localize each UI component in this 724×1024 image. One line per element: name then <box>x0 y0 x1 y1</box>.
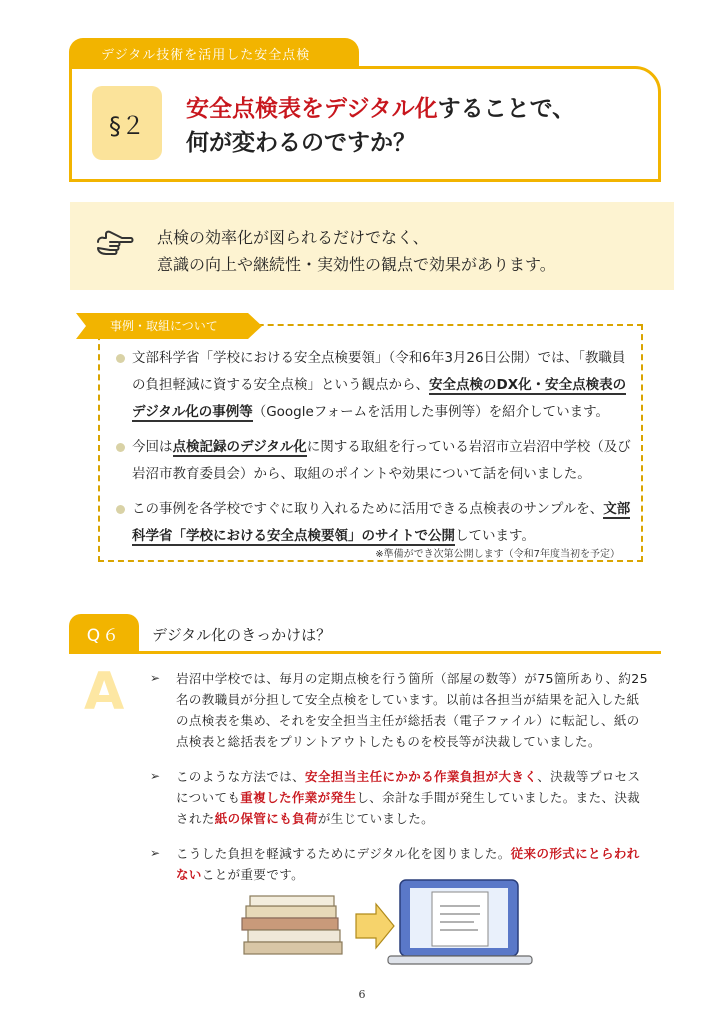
answer-text: ことが重要です。 <box>201 867 305 882</box>
answer-text: 岩沼中学校では、毎月の定期点検を行う箇所（部屋の数等）が75箇所あり、約25名の教職員が分担して安全点検をしています。以前は各担当が結果を記入した紙の点検表を集め、それを安全担当主任が総括表（電子ファイル）に転記し、紙の点検表と総括表をプリントアウトしたものを校長等が決裁していました。 <box>176 671 649 749</box>
case-list <box>116 345 636 558</box>
section-category-tab <box>69 38 359 68</box>
case-tag-label: 事例・取組について <box>110 319 218 333</box>
answer-item <box>150 668 650 752</box>
answer-text: 、決裁等プロセスについても <box>176 769 641 805</box>
answer-text: が生じていました。 <box>317 811 435 826</box>
case-item-text: に関する取組を行っている岩沼市立岩沼中学校（及び岩沼市教育委員会）から、取組のポイントや効果について話を伺いました。 <box>132 439 631 482</box>
laptop-icon <box>388 880 532 964</box>
page-title <box>186 92 646 160</box>
case-item <box>116 496 636 550</box>
answer-highlight: 安全担当主任にかかる作業負担が大きく <box>305 769 538 784</box>
case-item-link-text[interactable]: 文部科学省「学校における安全点検要領」のサイトで公開 <box>132 501 631 544</box>
page-number: 6 <box>358 988 366 1001</box>
page-title-highlight: 安全点検表をデジタル化 <box>186 96 438 122</box>
case-item <box>116 345 636 426</box>
case-item <box>116 434 636 488</box>
answer-letter: A <box>84 662 125 722</box>
case-item-text: （Googleフォームを活用した事例等）を紹介しています。 <box>252 404 610 420</box>
summary-line-1: 点検の効率化が図られるだけでなく、 <box>157 228 429 247</box>
answer-highlight: 従来の形式にとらわれない <box>176 846 640 882</box>
question-divider <box>69 651 661 654</box>
case-item-text: この事例を各学校ですぐに取り入れるために活用できる点検表のサンプルを、 <box>132 501 604 517</box>
arrow-right-icon <box>356 904 394 948</box>
question-badge: Q６ <box>69 614 139 652</box>
question-text: デジタル化のきっかけは？ <box>152 626 332 644</box>
summary-line-2: 意識の向上や継続性・実効性の観点で効果があります。 <box>157 255 556 274</box>
section-category-label: デジタル技術を活用した安全点検 <box>101 47 311 63</box>
case-item-text: しています。 <box>455 528 535 544</box>
case-item-bold: 安全点検のDX化・安全点検表のデジタル化の事例等 <box>132 377 627 420</box>
answer-text: このような方法では、 <box>176 769 306 784</box>
case-note: ※準備ができ次第公開します（令和7年度当初を予定） <box>375 549 620 560</box>
summary-text <box>157 224 657 278</box>
case-item-text: 文部科学省「学校における安全点検要領」（令和6年3月26日公開）では、「教職員の負担軽減に資する安全点検」という観点から、 <box>132 350 626 393</box>
answer-highlight: 紙の保管にも負荷 <box>214 811 318 826</box>
answer-list <box>150 668 650 899</box>
paper-to-computer-illustration <box>238 876 538 966</box>
case-item-bold: 点検記録のデジタル化 <box>172 439 307 455</box>
section-number-badge: §２ <box>92 86 162 160</box>
answer-highlight: 重複した作業が発生 <box>240 790 357 805</box>
answer-text: こうした負担を軽減するためにデジタル化を図りました。 <box>176 846 511 861</box>
page-title-rest: することで、 <box>437 96 576 122</box>
case-item-text: 今回は <box>132 439 173 455</box>
answer-item <box>150 766 650 829</box>
page-title-line2: 何が変わるのですか？ <box>186 130 416 156</box>
pointing-hand-icon <box>94 228 134 264</box>
answer-text: し、余計な手間が発生していました。また、決裁された <box>176 790 641 826</box>
paper-stack-icon <box>242 896 342 954</box>
